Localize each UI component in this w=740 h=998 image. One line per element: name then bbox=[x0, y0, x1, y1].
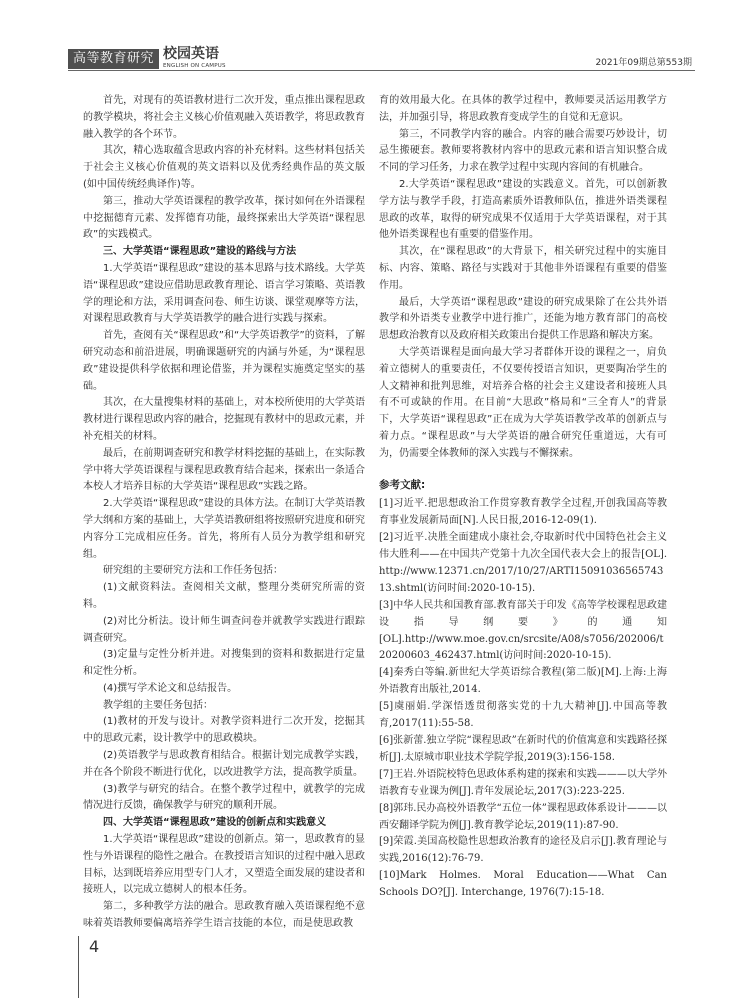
reference-item: [5]虞丽娟.学深悟透贯彻落实党的十九大精神[J].中国高等教育,2017(11):55-58. bbox=[379, 701, 667, 730]
reference-item: [9]荣霞.美国高校隐性思想政治教育的途径及启示[J].教育理论与实践,2016(12):76-79. bbox=[379, 836, 667, 865]
body-paragraph: 首先，查阅有关“课程思政”和“大学英语教学”的资料，了解研究动态和前沿进展，明确课题研究的内涵与外延，为“课程思政”建设提供科学依据和理论借鉴，并为课程实施奠定坚实的基础。 bbox=[83, 330, 365, 392]
body-paragraph: 2.大学英语“课程思政”建设的实践意义。首先，可以创新教学方法与教学手段，打造高素质外语教师队伍，推进外语类课程思政的改革，取得的研究成果不仅适用于大学英语课程，对于其他外语类课程也有重要的借鉴作用。 bbox=[379, 178, 667, 241]
journal-logo-text: 校园英语 bbox=[163, 46, 219, 62]
reference-item: [7]王岩.外语院校特色思政体系构建的探索和实践———以大学外语教育专业课为例[J].青年发展论坛,2017(3):223-225. bbox=[379, 768, 667, 797]
section-heading: 三、大学英语“课程思政”建设的路线与方法 bbox=[103, 246, 297, 258]
page-number: 4 bbox=[89, 937, 100, 956]
body-paragraph: 2.大学英语“课程思政”建设的具体方法。在制订大学英语教学大纲和方案的基础上，大学英语教研组将按照研究进度和研究内容分工完成相应任务。首先，将所有人员分为教学组和研究组。 bbox=[83, 498, 365, 560]
body-paragraph: 最后，在前期调查研究和教学材料挖掘的基础上，在实际教学中将大学英语课程与课程思政教育结合起来，探索出一条适合本校人才培养目标的大学英语“课程思政”实践之路。 bbox=[83, 447, 365, 493]
right-column bbox=[379, 93, 667, 902]
reference-item: [1]习近平.把思想政治工作贯穿教育教学全过程,开创我国高等教育事业发展新局面[N].人民日报,2016-12-09(1). bbox=[379, 498, 667, 527]
reference-item: [6]张新蕾.独立学院“课程思政”在新时代的价值寓意和实践路径探析[J].太原城市职业技术学院学报,2019(3):156-158. bbox=[379, 735, 667, 763]
body-paragraph: 其次，在“课程思政”的大背景下，相关研究过程中的实施目标、内容、策略、路径与实践对于其他非外语课程有重要的借鉴作用。 bbox=[379, 246, 667, 291]
list-item: (3)教学与研究的结合。在整个教学过程中，就教学的完成情况进行反馈，确保教学与研究的顺利开展。 bbox=[83, 783, 365, 812]
body-paragraph: 首先，对现有的英语教材进行二次开发，重点推出课程思政的教学模块，将社会主义核心价值观融入英语教学，将思政教育融入教学的各个环节。 bbox=[83, 95, 365, 140]
journal-logo-subtitle: ENGLISH ON CAMPUS bbox=[163, 63, 226, 69]
body-paragraph: 1.大学英语“课程思政”建设的创新点。第一，思政教育的显性与外语课程的隐性之融合。在教授语言知识的过程中融入思政目标，达到既培养应用型专门人才，又塑造全面发展的建设者和接班人，以完成立德树人的根本任务。 bbox=[83, 834, 365, 896]
references-title: 参考文献: bbox=[379, 478, 426, 491]
list-item: (4)撰写学术论文和总结报告。 bbox=[103, 682, 238, 694]
left-column bbox=[83, 93, 365, 933]
body-paragraph: 1.大学英语“课程思政”建设的基本思路与技术路线。大学英语“课程思政”建设应借助思政教育理论、语言学习策略、英语教学的理论和方法，采用调查问卷、师生访谈、课堂观摩等方法，对课程思政教育与大学英语教学的融合进行实践与探索。 bbox=[83, 262, 365, 325]
body-paragraph: 研究组的主要研究方法和工作任务包括： bbox=[103, 565, 283, 577]
list-item: (2)英语教学与思政教育相结合。根据计划完成教学实践，并在各个阶段不断进行优化，以改进教学方法，提高教学质量。 bbox=[83, 750, 365, 778]
body-paragraph: 第二，多种教学方法的融合。思政教育融入英语课程绝不意味着英语教师要偏离培养学生语言技能的本位，而是使思政教 bbox=[83, 901, 365, 930]
body-paragraph: 其次，在大量搜集材料的基础上，对本校所使用的大学英语教材进行课程思政内容的融合，挖掘现有教材中的思政元素，并补充相关的材料。 bbox=[83, 397, 365, 442]
issue-info: 2021年09期总第553期 bbox=[595, 58, 692, 68]
reference-item: [2]习近平.决胜全面建成小康社会,夺取新时代中国特色社会主义伟大胜利——在中国共产党第十九次全国代表大会上的报告[OL]. http://www.12371.cn/2017/10/27/ARTI1509103656574313.shtml(访问时间:2020-10-15). bbox=[379, 532, 667, 594]
reference-item: [3]中华人民共和国教育部.教育部关于印发《高等学校课程思政建设指导纲要》的通知[OL].http://www.moe.gov.cn/srcsite/A08/s7056/202006/t20200603_462437.html(访问时间:2020-10-15). bbox=[379, 599, 667, 662]
body-paragraph: 第三，推动大学英语课程的教学改革，探讨如何在外语课程中挖掘德育元素、发挥德育功能，最终探索出大学英语“课程思政”的实践模式。 bbox=[83, 195, 365, 241]
reference-item: [4]秦秀白等编.新世纪大学英语综合教程(第二版)[M].上海:上海外语教育出版社,2014. bbox=[379, 667, 667, 696]
section-label: 高等教育研究 bbox=[68, 49, 159, 69]
reference-list bbox=[379, 496, 667, 902]
body-paragraph: 教学组的主要任务包括： bbox=[103, 699, 213, 711]
body-paragraph: 大学英语课程是面向最大学习者群体开设的课程之一，肩负着立德树人的重要责任，不仅要传授语言知识，更要陶冶学生的人文精神和批判思维，对培养合格的社会主义建设者和接班人具有不可或缺的作用。在目前“大思政”格局和“三全育人”的背景下，大学英语“课程思政”正在成为大学英语教学改革的创新点与着力点。“课程思政”与大学英语的融合研究任重道远，大有可为，仍需要全体教师的深入实践与不懈探索。 bbox=[379, 346, 667, 459]
list-item: (1)文献资料法。查阅相关文献，整理分类研究所需的资料。 bbox=[83, 582, 365, 610]
list-item: (3)定量与定性分析并进。对搜集到的资料和数据进行定量和定性分析。 bbox=[83, 649, 365, 678]
section-heading: 四、大学英语“课程思政”建设的创新点和实践意义 bbox=[103, 817, 327, 829]
body-paragraph: 第三，不同教学内容的融合。内容的融合需要巧妙设计，切忌生搬硬套。教师要将教材内容中的思政元素和语言知识整合成不同的学习任务，力求在教学过程中实现内容间的有机融合。 bbox=[379, 128, 667, 174]
body-paragraph: 其次，精心选取蕴含思政内容的补充材料。这些材料包括关于社会主义核心价值观的英文语料以及优秀经典作品的英文版(如中国传统经典译作)等。 bbox=[83, 145, 365, 190]
body-paragraph-continued: 育的效用最大化。在具体的教学过程中，教师要灵活运用教学方法，并加强引导，将思政教育变成学生的自觉和无意识。 bbox=[379, 95, 667, 123]
reference-item: [8]郭玮.民办高校外语教学“五位一体”课程思政体系设计———以西安翻译学院为例[J].教育教学论坛,2019(11):87-90. bbox=[379, 802, 667, 831]
header-divider bbox=[68, 70, 695, 71]
footer-divider bbox=[78, 936, 79, 998]
reference-item: [10]Mark Holmes. Moral Education——What Can Schools DO?[J]. Interchange, 1976(7):15-18. bbox=[379, 870, 667, 899]
body-paragraph: 最后，大学英语“课程思政”建设的研究成果除了在公共外语教学和外语类专业教学中进行推广，还能为地方教育部门的高校思想政治教育以及政府相关政策出台提供工作思路和解决方案。 bbox=[379, 296, 667, 342]
list-item: (2)对比分析法。设计师生调查问卷并就教学实践进行跟踪调查研究。 bbox=[83, 615, 365, 644]
list-item: (1)教材的开发与设计。对教学资料进行二次开发，挖掘其中的思政元素，设计教学中的思政模块。 bbox=[83, 716, 365, 745]
